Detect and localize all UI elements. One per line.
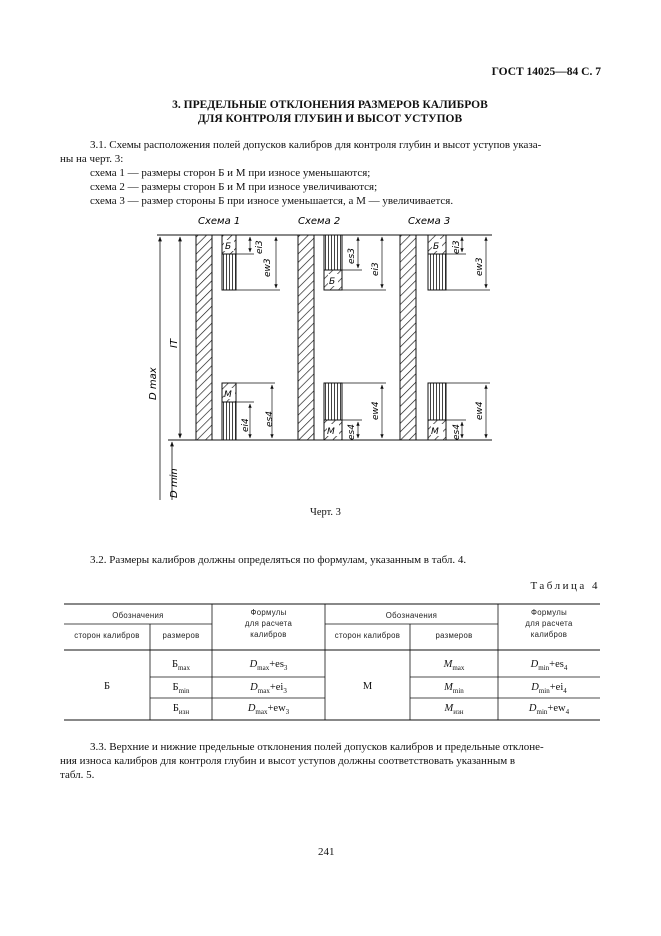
scheme-3-ei3: ei3 — [452, 240, 462, 254]
section-title-line1: 3. ПРЕДЕЛЬНЫЕ ОТКЛОНЕНИЯ РАЗМЕРОВ КАЛИБРОВ — [172, 99, 488, 111]
th-designations-left: Обозначения — [112, 611, 164, 620]
figure-caption: Черт. 3 — [310, 507, 341, 518]
th-formulas-right: Формулы для расчета калибров — [525, 608, 573, 639]
scheme-3-es4: es4 — [452, 424, 462, 440]
para-3-2: 3.2. Размеры калибров должны определяться по формулам, указанным в табл. 4. — [90, 554, 467, 566]
th-sizes-right: размеров — [435, 631, 473, 640]
cell-formula-b-max: $D_{max}+es_3$ — [249, 659, 288, 673]
scheme-2-es4: es4 — [347, 424, 357, 440]
scheme-2-ew4: ew4 — [371, 401, 381, 420]
scheme-3-label: Схема 3 — [408, 216, 451, 227]
it-label: IT — [169, 338, 180, 348]
para-3-1-line3: схема 1 — размеры сторон Б и М при износе уменьшаются; — [90, 167, 371, 179]
cell-formula-m-wear: $D_{min}+ew_4$ — [528, 703, 570, 717]
scheme-3-b-label: Б — [433, 242, 440, 252]
cell-formula-m-min: $D_{min}+ei_4$ — [531, 682, 567, 696]
th-designations-right: Обозначения — [385, 611, 438, 620]
para-3-1-line5: схема 3 — размер стороны Б при износе уменьшается, а М — увеличивается. — [90, 195, 454, 207]
scheme-2-label: Схема 2 — [298, 216, 341, 227]
scheme-2-m-label: М — [327, 427, 335, 437]
cell-size-m-max: $M_{max}$ — [443, 659, 465, 673]
cell-side-b: Б — [103, 681, 111, 692]
para-3-1-line4: схема 2 — размеры сторон Б и М при износе увеличиваются; — [90, 181, 378, 193]
para-3-1-line1: 3.1. Схемы расположения полей допусков калибров для контроля глубин и высот уступов указа- — [90, 139, 542, 151]
page-header: ГОСТ 14025—84 С. 7 — [491, 66, 601, 78]
section-title-line2: ДЛЯ КОНТРОЛЯ ГЛУБИН И ВЫСОТ УСТУПОВ — [197, 113, 463, 125]
para-3-3-line2: ния износа калибров для контроля глубин и высот уступов должны соответствовать указанным в — [60, 755, 516, 767]
scheme-1-ei3: ei3 — [255, 240, 265, 254]
scheme-2-b-label: Б — [329, 277, 336, 287]
scheme-1-b-label: Б — [225, 242, 232, 252]
th-sizes-left: размеров — [162, 631, 200, 640]
scheme-2-ei3: ei3 — [371, 262, 381, 276]
scheme-1-ei4: ei4 — [241, 418, 251, 432]
scheme-1-m-label: М — [224, 390, 232, 400]
page-number: 241 — [318, 846, 335, 858]
scheme-2-es3: es3 — [347, 248, 357, 264]
cell-size-b-max: $Б_{max}$ — [171, 659, 191, 673]
para-3-3-line3: табл. 5. — [60, 769, 95, 781]
cell-size-m-min: $M_{min}$ — [444, 682, 464, 696]
scheme-3-ew4: ew4 — [475, 401, 485, 420]
cell-formula-b-wear: $D_{max}+ew_3$ — [247, 703, 290, 717]
cell-formula-m-max: $D_{min}+es_4$ — [530, 659, 568, 673]
cell-formula-b-min: $D_{max}+ei_3$ — [250, 682, 287, 696]
dmin-label: D min — [169, 468, 180, 498]
th-sides-left: сторон калибров — [74, 631, 140, 640]
scheme-1-label: Схема 1 — [198, 216, 241, 227]
cell-side-m: М — [362, 681, 373, 692]
cell-size-b-min: $Б_{min}$ — [172, 682, 190, 696]
scheme-3-ew3: ew3 — [475, 257, 485, 276]
th-sides-right: сторон калибров — [334, 631, 401, 640]
dmax-label: D max — [148, 367, 159, 400]
scheme-1-es4: es4 — [265, 411, 275, 427]
scheme-3-m-label: М — [431, 427, 439, 437]
th-formulas-left: Формулы для расчета калибров — [244, 608, 293, 639]
para-3-1-line2: ны на черт. 3: — [60, 153, 124, 165]
scheme-1-ew3: ew3 — [263, 258, 273, 277]
cell-size-b-wear: $Б_{изн}$ — [172, 703, 190, 717]
cell-size-m-wear: $M_{изн}$ — [444, 703, 464, 717]
para-3-3-line1: 3.3. Верхние и нижние предельные отклонения полей допусков калибров и предельные отклоне- — [90, 741, 544, 753]
table-title: Таблица 4 — [530, 580, 600, 592]
